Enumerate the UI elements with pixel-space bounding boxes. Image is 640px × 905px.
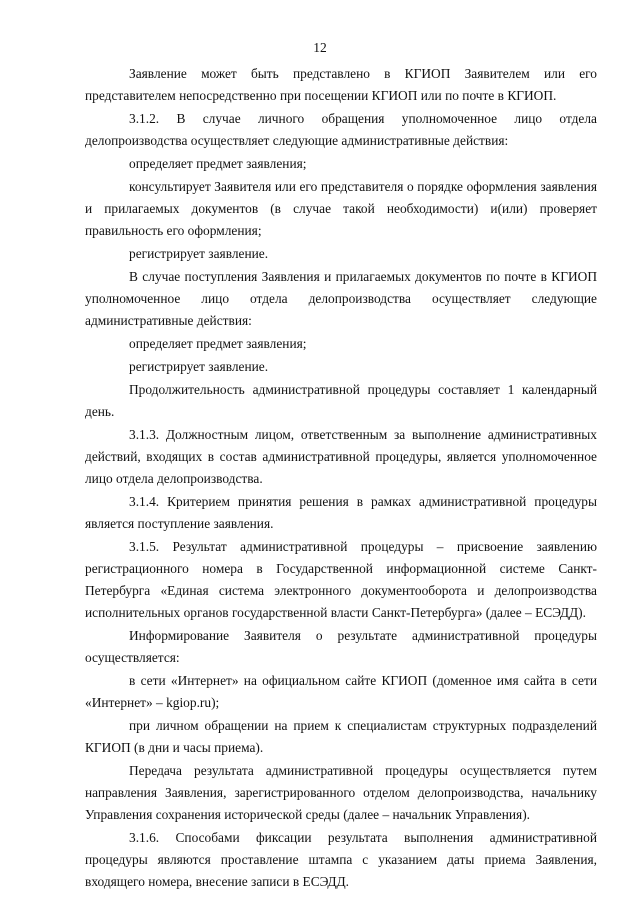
paragraph-mail: В случае поступления Заявления и прилагаемых документов по почте в КГИОП уполномоченное лицо отдела делопроизводства осуществляет следующие административные действия: — [85, 269, 597, 328]
page-number: 12 — [313, 40, 327, 55]
list-item: определяет предмет заявления; — [129, 336, 307, 351]
document-body — [85, 63, 597, 894]
paragraph-transfer: Передача результата административной процедуры осуществляется путем направления Заявления, зарегистрированного отделом делопроизводства, начальнику Управления сохранения исторической среды (далее – начальник Управления). — [85, 763, 597, 822]
list-item: при личном обращении на прием к специалистам структурных подразделений КГИОП (в дни и часы приема). — [85, 718, 597, 755]
paragraph-3-1-5: 3.1.5. Результат административной процедуры – присвоение заявлению регистрационного номера в Государственной информационной системе Санкт-Петербурга «Единая система электронного документооборота и делопроизводства исполнительных органов государственной власти Санкт-Петербурга» (далее – ЕСЭДД). — [85, 539, 597, 620]
paragraph-3-1-4: 3.1.4. Критерием принятия решения в рамках административной процедуры является поступление заявления. — [85, 494, 597, 531]
list-item: определяет предмет заявления; — [129, 156, 307, 171]
paragraph-3-1-6: 3.1.6. Способами фиксации результата выполнения административной процедуры являются проставление штампа с указанием даты приема Заявления, входящего номера, внесение записи в ЕСЭДД. — [85, 830, 597, 889]
list-item: в сети «Интернет» на официальном сайте КГИОП (доменное имя сайта в сети «Интернет» – kgiop.ru); — [85, 673, 597, 710]
paragraph-duration: Продолжительность административной процедуры составляет 1 календарный день. — [85, 382, 597, 419]
paragraph-3-1-2: 3.1.2. В случае личного обращения уполномоченное лицо отдела делопроизводства осуществляет следующие административные действия: — [85, 111, 597, 148]
paragraph-intro: Заявление может быть представлено в КГИОП Заявителем или его представителем непосредственно при посещении КГИОП или по почте в КГИОП. — [85, 66, 597, 103]
paragraph-informing: Информирование Заявителя о результате административной процедуры осуществляется: — [85, 628, 597, 665]
list-item: регистрирует заявление. — [129, 246, 269, 261]
list-item: консультирует Заявителя или его представителя о порядке оформления заявления и прилагаемых документов (в случае такой необходимости) и(или) проверяет правильность его оформления; — [85, 179, 597, 238]
paragraph-3-1-3: 3.1.3. Должностным лицом, ответственным за выполнение административных действий, входящих в состав административной процедуры, является уполномоченное лицо отдела делопроизводства. — [85, 427, 597, 486]
list-item: регистрирует заявление. — [129, 359, 269, 374]
